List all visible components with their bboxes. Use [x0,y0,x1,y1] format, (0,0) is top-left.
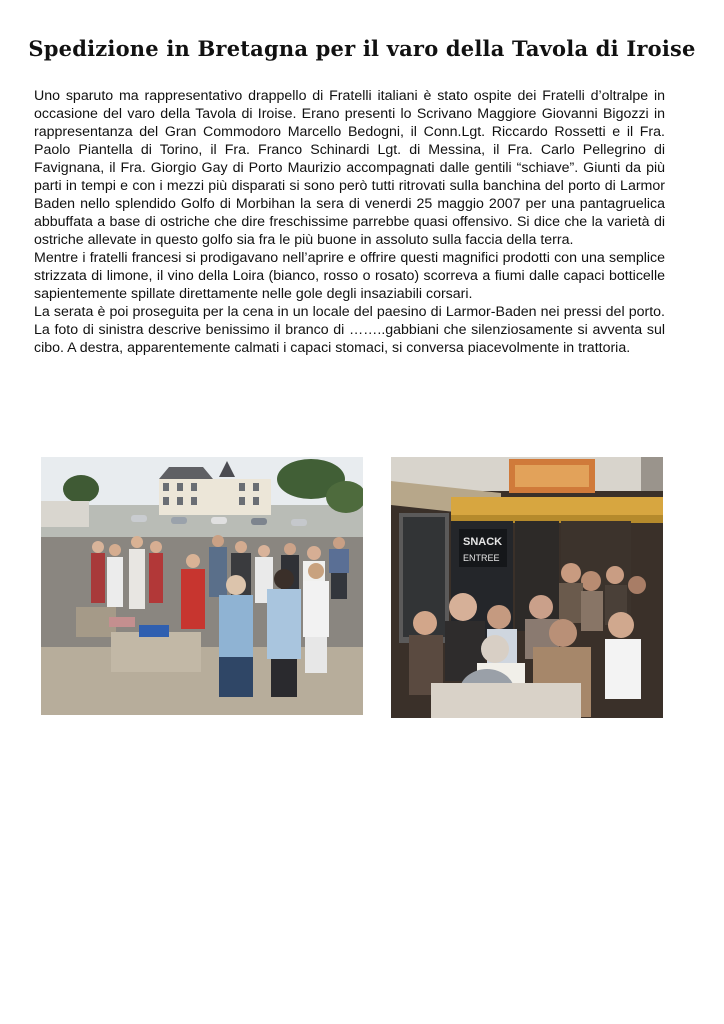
paragraph-1: Uno sparuto ma rappresentativo drappello di Fratelli italiani è stato ospite dei Fratelli d’oltralpe in occasione del varo della Tavola di Iroise. Erano presenti lo Scrivano Maggiore Giovanni Bigozzi in rappresentanza del Gran Commodoro Marcello Bedogni, il Conn.Lgt. Riccardo Rossetti e il Fra. Paolo Piantella di Torino, il Fra. Franco Schinardi Lgt. di Messina, il Fra. Carlo Pellegrino di Favignana, il Fra. Giorgio Gay di Porto Maurizio accompagnati dalle gentili “schiave”. Giunti da più parti in tempi e con i mezzi più disparati si sono però tutti ritrovati sulla banchina del porto di Larmor Baden nello splendido Golfo di Morbihan la sera di venerdi 25 maggio 2007 per una pantagruelica abbuffata a base di ostriche che dire freschissime parrebbe quasi offensivo. Si dice che la varietà di ostriche allevate in questo golfo sia fra le più buone in assoluto sulla faccia della terra. [34,88,665,248]
article-body [34,87,665,357]
paragraph-3: La serata è poi proseguita per la cena in un locale del paesino di Larmor-Baden nei pressi del porto. La foto di sinistra descrive benissimo il branco di ……..gabbiani che silenziosamente si avventa sul cibo. A destra, apparentemente calmati i capaci stomaci, si conversa piacevolmente in trattoria. [34,304,665,356]
photo-harbour-gathering [41,457,363,715]
photo-trattoria-dinner [391,457,663,718]
svg-text:ENTREE: ENTREE [463,553,500,563]
snack-sign-text: SNACK [463,536,503,548]
page-title: Spedizione in Bretagna per il varo della Tavola di Iroise [28,36,696,61]
paragraph-2: Mentre i fratelli francesi si prodigavano nell’aprire e offrire questi magnifici prodotti con una semplice strizzata di limone, il vino della Loira (bianco, rosso o rosato) scorreva a fiumi dalle capaci botticelle sapientemente spillate direttamente nelle gole degli insaziabili corsari. [34,250,665,302]
